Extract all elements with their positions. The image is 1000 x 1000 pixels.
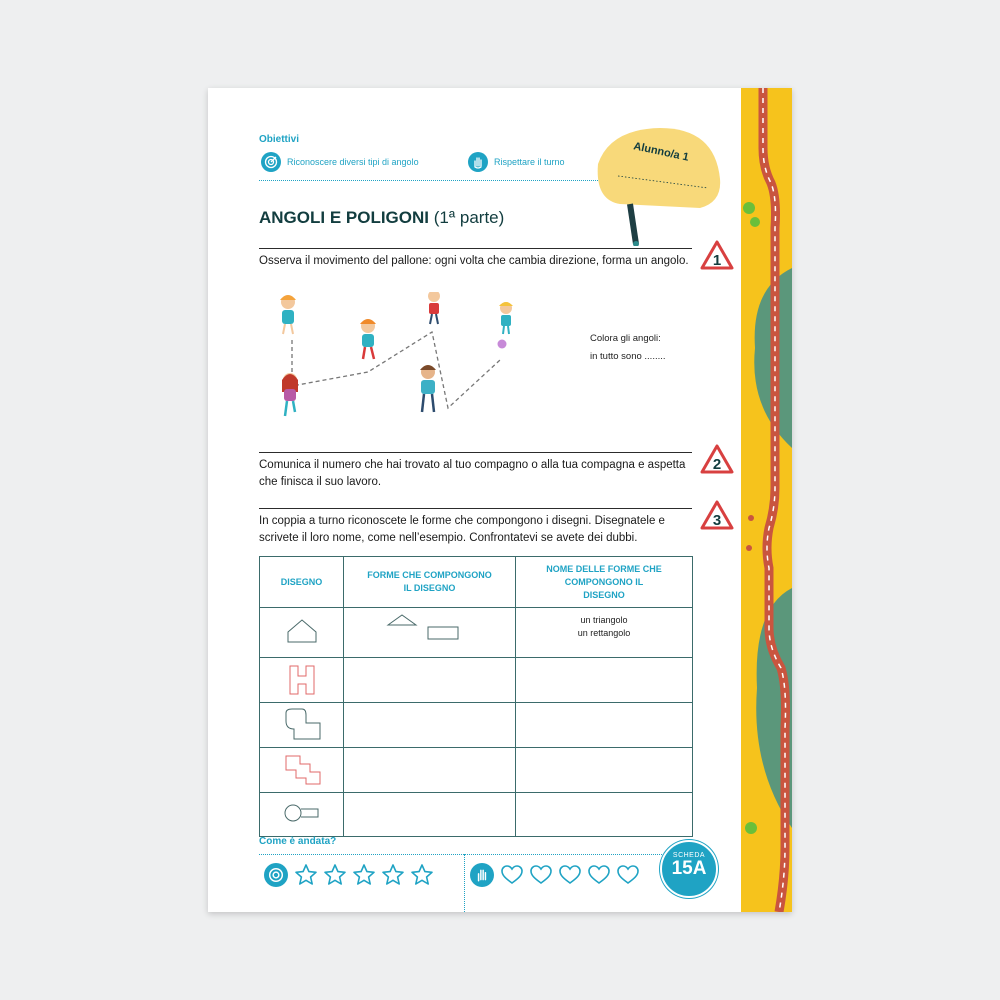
objective-item <box>468 152 565 172</box>
star-icon[interactable] <box>294 863 318 887</box>
hand-icon <box>470 863 494 887</box>
title-main: ANGOLI E POLIGONI <box>259 208 430 227</box>
h-shape-drawing <box>282 660 322 700</box>
star-icon[interactable] <box>381 863 405 887</box>
warning-sign-icon <box>700 444 734 474</box>
table-row <box>260 748 693 793</box>
heart-icon[interactable] <box>558 863 582 887</box>
angles-note-line2: in tutto sono ........ <box>590 351 666 362</box>
table-row <box>260 703 693 748</box>
step-2-text: Comunica il numero che hai trovato al tuo compagno o alla tua compagna e aspetta che finisca il suo lavoro. <box>259 459 686 488</box>
example-shapes-drawing <box>380 611 480 647</box>
path-illustration <box>741 88 792 912</box>
worksheet-page <box>208 88 792 912</box>
page-title <box>259 208 504 228</box>
side-stripe <box>741 88 792 912</box>
badge-small: SCHEDA <box>672 852 706 859</box>
shapes-table <box>259 556 693 837</box>
step-number: 3 <box>712 512 722 529</box>
shapes-cell[interactable] <box>344 658 516 703</box>
names-cell <box>516 608 693 658</box>
warning-sign-icon <box>700 500 734 530</box>
step-rule <box>259 248 692 249</box>
review-separator <box>464 854 465 912</box>
table-row <box>260 608 693 658</box>
heart-icon[interactable] <box>500 863 524 887</box>
house-shape-drawing <box>282 610 322 650</box>
target-icon <box>264 863 288 887</box>
ball-path-illustration <box>268 292 538 442</box>
shapes-cell[interactable] <box>344 703 516 748</box>
names-cell[interactable] <box>516 703 693 748</box>
table-row <box>260 793 693 837</box>
heart-icon[interactable] <box>587 863 611 887</box>
star-icon[interactable] <box>352 863 376 887</box>
steps-shape-drawing <box>280 750 324 790</box>
key-shape-drawing <box>280 795 324 831</box>
table-header: FORME CHE COMPONGONO IL DISEGNO <box>344 557 516 608</box>
badge-number: 15A <box>671 858 707 879</box>
star-icon[interactable] <box>323 863 347 887</box>
angles-note <box>590 330 666 366</box>
step-number: 1 <box>712 252 722 269</box>
drawing-cell <box>260 608 344 658</box>
shapes-cell[interactable] <box>344 793 516 837</box>
shapes-cell[interactable] <box>344 748 516 793</box>
heart-icon[interactable] <box>616 863 640 887</box>
objective-label: Riconoscere diversi tipi di angolo <box>287 157 419 167</box>
target-icon <box>261 152 281 172</box>
stars-rating <box>264 863 434 887</box>
shapes-cell <box>344 608 516 658</box>
review-title: Come è andata? <box>259 836 337 847</box>
hand-icon <box>468 152 488 172</box>
step-1-text: Osserva il movimento del pallone: ogni volta che cambia direzione, forma un angolo. <box>259 255 689 267</box>
table-header: NOME DELLE FORME CHE COMPONGONO IL DISEGNO <box>516 557 693 608</box>
shape-name: un rettangolo <box>577 628 631 638</box>
step-rule <box>259 452 692 453</box>
review-divider <box>259 854 692 855</box>
hearts-rating <box>470 863 640 887</box>
heart-icon[interactable] <box>529 863 553 887</box>
step-rule <box>259 508 692 509</box>
table-header: DISEGNO <box>260 557 344 608</box>
drawing-cell <box>260 658 344 703</box>
stars-group <box>294 863 434 887</box>
angles-note-line1: Colora gli angoli: <box>590 333 661 344</box>
names-cell[interactable] <box>516 658 693 703</box>
table-header-row <box>260 557 693 608</box>
helmet-label: Alunno/a 1 <box>632 140 690 164</box>
title-part: (1ª parte) <box>433 208 505 227</box>
shape-name: un triangolo <box>580 615 628 625</box>
sheet-badge <box>660 840 718 898</box>
names-cell[interactable] <box>516 793 693 837</box>
drawing-cell <box>260 793 344 837</box>
table-row <box>260 658 693 703</box>
star-icon[interactable] <box>410 863 434 887</box>
step-3-text: In coppia a turno riconoscete le forme che compongono i disegni. Disegnatele e scrivete il loro nome, come nell’esempio. Confrontatevi se avete dei dubbi. <box>259 515 665 544</box>
objectives-title: Obiettivi <box>259 134 300 145</box>
drawing-cell <box>260 748 344 793</box>
drawing-cell <box>260 703 344 748</box>
warning-sign-icon <box>700 240 734 270</box>
names-cell[interactable] <box>516 748 693 793</box>
objective-label: Rispettare il turno <box>494 157 565 167</box>
step-number: 2 <box>712 456 722 473</box>
helmet-illustration <box>590 124 725 246</box>
rounded-shape-drawing <box>280 705 324 745</box>
hearts-group <box>500 863 640 887</box>
objective-item <box>261 152 419 172</box>
